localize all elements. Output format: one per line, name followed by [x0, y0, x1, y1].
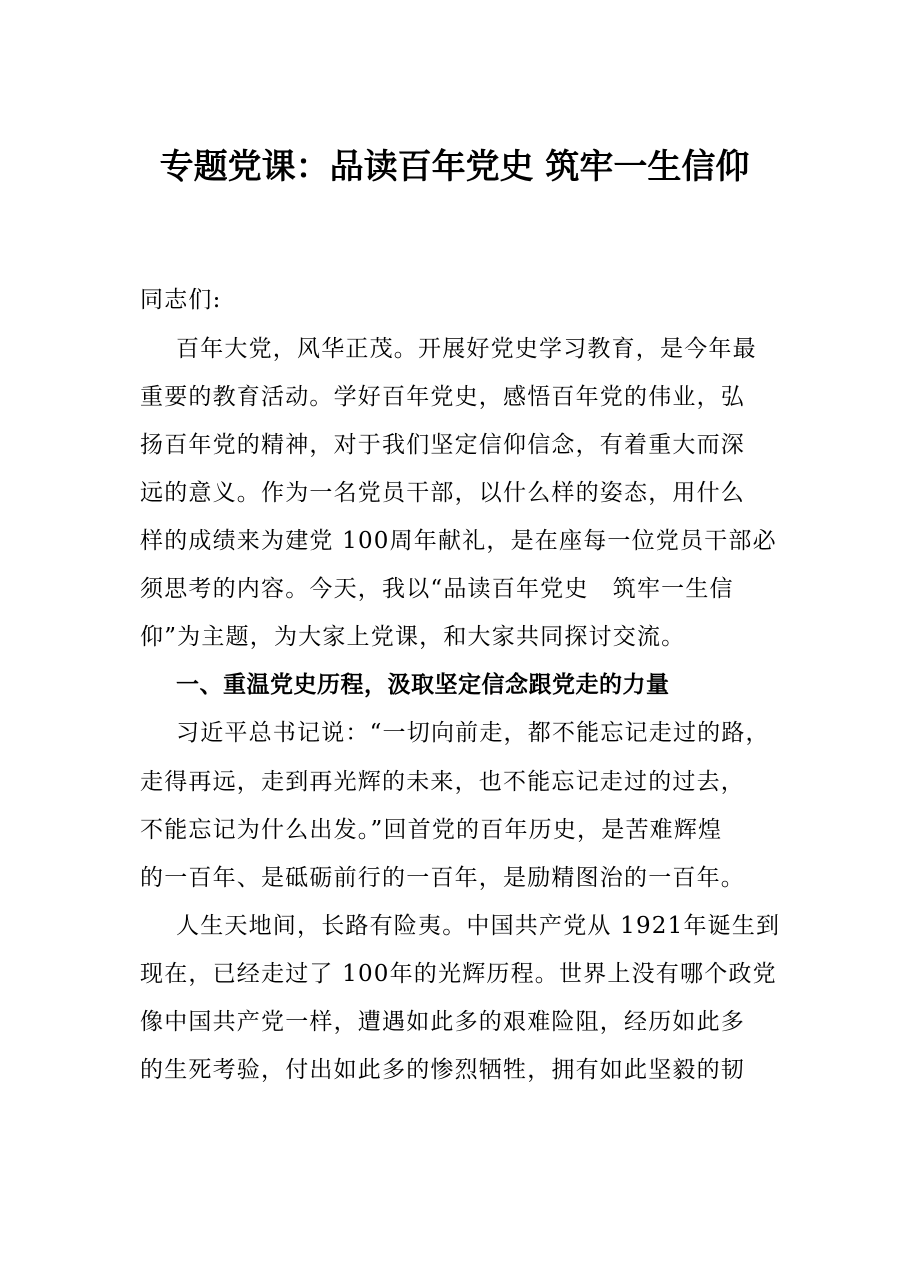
- paragraph-line: 须思考的内容。今天，我以“品读百年党史 筑牢一生信: [140, 576, 734, 602]
- section-heading: 一、重温党史历程，汲取坚定信念跟党走的力量: [176, 671, 670, 698]
- paragraph-line: 人生天地间，长路有险夷。中国共产党从 1921年诞生到: [176, 913, 781, 939]
- paragraph-line: 样的成绩来为建党 100周年献礼，是在座每一位党员干部必: [140, 528, 777, 554]
- paragraph-line: 百年大党，风华正茂。开展好党史学习教育，是今年最: [176, 336, 757, 362]
- paragraph-line: 现在，已经走过了 100年的光辉历程。世界上没有哪个政党: [140, 961, 777, 987]
- document-title: 专题党课：品读百年党史 筑牢一生信仰: [159, 147, 750, 187]
- paragraph-line: 的一百年、是砥砺前行的一百年，是励精图治的一百年。: [140, 865, 745, 891]
- salutation: 同志们:: [140, 287, 222, 313]
- paragraph-line: 习近平总书记说：“一切向前走，都不能忘记走过的路，: [176, 720, 770, 746]
- paragraph-line: 走得再远，走到再光辉的未来，也不能忘记走过的过去，: [140, 769, 745, 795]
- paragraph-line: 仰”为主题，为大家上党课，和大家共同探讨交流。: [140, 624, 686, 650]
- paragraph-line: 扬百年党的精神，对于我们坚定信仰信念，有着重大而深: [140, 432, 745, 458]
- paragraph-line: 远的意义。作为一名党员干部，以什么样的姿态，用什么: [140, 480, 745, 506]
- paragraph-line: 重要的教育活动。学好百年党史，感悟百年党的伟业，弘: [140, 384, 745, 410]
- paragraph-line: 像中国共产党一样，遭遇如此多的艰难险阻，经历如此多: [140, 1009, 745, 1035]
- paragraph-line: 的生死考验，付出如此多的惨烈牺牲，拥有如此坚毅的韧: [140, 1057, 745, 1083]
- paragraph-line: 不能忘记为什么出发。”回首党的百年历史，是苦难辉煌: [140, 817, 723, 843]
